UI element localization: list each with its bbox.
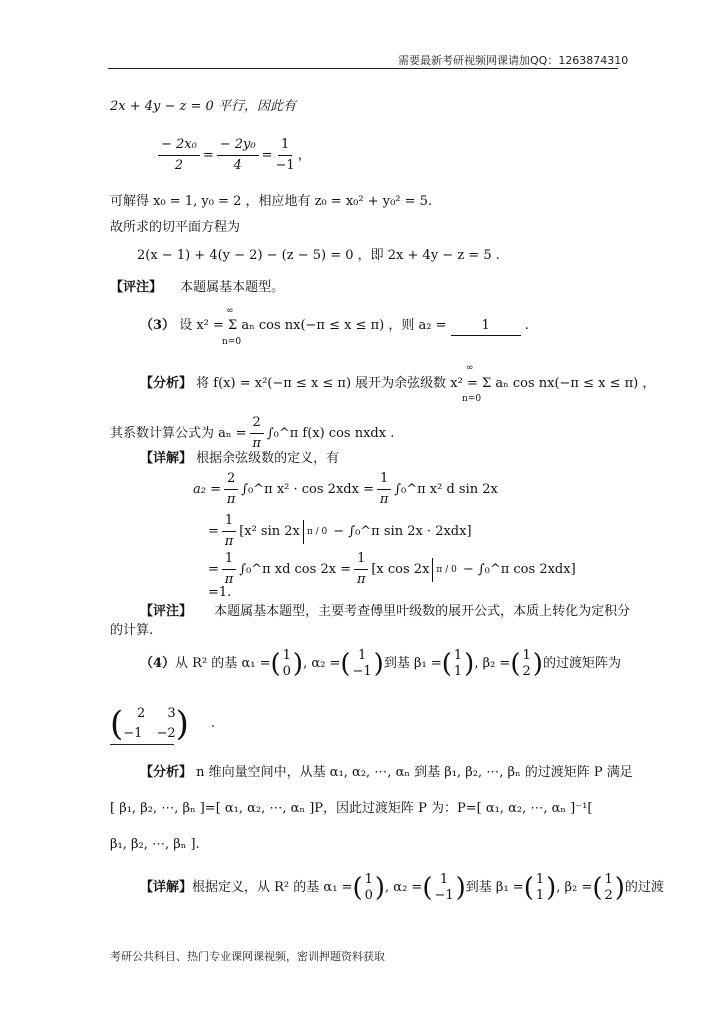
fraction: $\frac{1}{\pi}$ bbox=[222, 512, 236, 551]
answer-blank: 1 bbox=[451, 317, 521, 336]
detail-2: 【详解】 根据定义，从 R² 的基 α₁ = ( 1 0 ) , α₂ = ( 1 −1 ) 到基 β₁ = ( 1 1 ) , β₂ = ( 1 2 ) 的过渡 bbox=[140, 872, 664, 903]
column-vector: ( 1 0 ) bbox=[270, 648, 304, 679]
fraction: $\frac{2}{\pi}$ bbox=[250, 414, 264, 453]
fraction: $\frac{2}{\pi}$ bbox=[224, 470, 238, 509]
column-vector: ( 1 −1 ) bbox=[340, 648, 384, 679]
question-label: （3） bbox=[140, 318, 176, 333]
answer-underline bbox=[110, 744, 174, 745]
detail-tag: 【详解】 bbox=[140, 880, 193, 895]
detail-line: 【详解】 根据余弦级数的定义，有 bbox=[140, 451, 340, 466]
page-footer: 考研公共科目、热门专业课网课视频，密训押题资料获取 bbox=[110, 950, 385, 963]
sum-lower-limit: n=0 bbox=[462, 394, 482, 404]
answer-matrix: ( 2 3 −1 −2 ) . bbox=[110, 704, 216, 744]
comment-line: 【评注】 本题属基本题型，主要考查傅里叶级数的展开公式，本质上转化为定积分 bbox=[140, 604, 631, 619]
analysis-tag: 【分析】 bbox=[140, 765, 193, 780]
fraction: $\frac{1}{\pi}$ bbox=[222, 550, 236, 589]
analysis-line: 【分析】 n 维向量空间中，从基 α₁, α₂, ⋯, αₙ 到基 β₁, β₂, ⋯, βₙ 的过渡矩阵 P 满足 bbox=[140, 765, 633, 780]
comment-line: 【评注】 本题属基本题型。 bbox=[110, 280, 285, 295]
eval-limits: π / 0 bbox=[436, 564, 457, 575]
analysis-line: β₁, β₂, ⋯, βₙ ]. bbox=[110, 837, 200, 852]
coefficient-formula: 其系数计算公式为 aₙ = $\frac{2}{\pi}$ ∫₀^π f(x) cos nxdx . bbox=[110, 415, 395, 451]
fraction: $\frac{\text{− 2x₀}}{2}$ bbox=[158, 136, 200, 175]
analysis-tag: 【分析】 bbox=[140, 376, 193, 391]
sum-upper-limit: ∞ bbox=[466, 363, 474, 373]
evaluation-bar bbox=[303, 520, 304, 544]
text-line: 可解得 x₀ = 1, y₀ = 2 ，相应地有 z₀ = x₀² + y₀² = 5. bbox=[110, 194, 433, 209]
evaluation-bar bbox=[432, 558, 433, 582]
page-header: 需要最新考研视频网课请加QQ：1263874310 bbox=[398, 54, 629, 67]
column-vector: ( 1 2 ) bbox=[592, 872, 625, 903]
question-3: （3） 设 x² = Σ aₙ cos nx(−π ≤ x ≤ π) ，则 a₂ = 1 . bbox=[140, 317, 529, 336]
fraction: $\frac{1}{\pi}$ bbox=[354, 550, 368, 589]
derivation-step-2: = $\frac{1}{\pi}$ [x² sin 2x π / 0 − ∫₀^π sin 2x · 2xdx] bbox=[208, 513, 472, 549]
comment-tag: 【评注】 bbox=[110, 280, 163, 295]
sum-upper-limit: ∞ bbox=[226, 306, 234, 316]
fraction: $\frac{1}{-1}$ bbox=[275, 137, 295, 173]
sum-lower-limit: n=0 bbox=[222, 337, 242, 347]
text-line: 故所求的切平面方程为 bbox=[110, 220, 241, 235]
fraction: $\frac{1}{\pi}$ bbox=[377, 470, 391, 509]
derivation-result: =1. bbox=[208, 585, 232, 600]
analysis-line: [ β₁, β₂, ⋯, βₙ ]=[ α₁, α₂, ⋯, αₙ ]P，因此过渡矩阵 P 为：P=[ α₁, α₂, ⋯, αₙ ]⁻¹[ bbox=[110, 801, 593, 816]
column-vector: ( 1 −1 ) bbox=[422, 872, 466, 903]
detail-tag: 【详解】 bbox=[140, 451, 193, 466]
fraction-equation: $\frac{\text{− 2x₀}}{2}$ = $\frac{\text{− 2y₀}}{4}$ = $\frac{1}{-1}$ ， bbox=[155, 136, 311, 175]
fraction: $\frac{\text{− 2y₀}}{4}$ bbox=[217, 136, 259, 175]
column-vector: ( 1 0 ) bbox=[352, 872, 386, 903]
column-vector: ( 1 1 ) bbox=[441, 648, 475, 679]
derivation-step-3: = $\frac{1}{\pi}$ ∫₀^π xd cos 2x = $\frac{1}{\pi}$ [x cos 2x π / 0 − ∫₀^π cos 2xdx] bbox=[208, 551, 576, 587]
comment-continuation: 的计算. bbox=[110, 623, 154, 638]
header-rule bbox=[108, 68, 618, 69]
column-vector: ( 1 1 ) bbox=[523, 872, 557, 903]
equation-line: 2(x − 1) + 4(y − 2) − (z − 5) = 0 ，即 2x + 4y − z = 5 . bbox=[137, 248, 500, 263]
comment-tag: 【评注】 bbox=[140, 604, 193, 619]
analysis-line: 【分析】 将 f(x) = x²(−π ≤ x ≤ π) 展开为余弦级数 x² = Σ aₙ cos nx(−π ≤ x ≤ π) ， bbox=[140, 376, 656, 391]
question-label: （4） bbox=[140, 656, 176, 671]
question-4: （4） 从 R² 的基 α₁ = ( 1 0 ) , α₂ = ( 1 −1 ) 到基 β₁ = ( 1 1 ) , β₂ = ( 1 2 ) 的过渡矩阵为 bbox=[140, 648, 621, 679]
derivation-step-1: a₂ = $\frac{2}{\pi}$ ∫₀^π x² · cos 2xdx = $\frac{1}{\pi}$ ∫₀^π x² d sin 2x bbox=[193, 471, 498, 507]
eval-limits: π / 0 bbox=[306, 526, 328, 537]
text-line: 2x + 4y − z = 0 平行，因此有 bbox=[110, 99, 296, 114]
column-vector: ( 1 2 ) bbox=[510, 648, 543, 679]
